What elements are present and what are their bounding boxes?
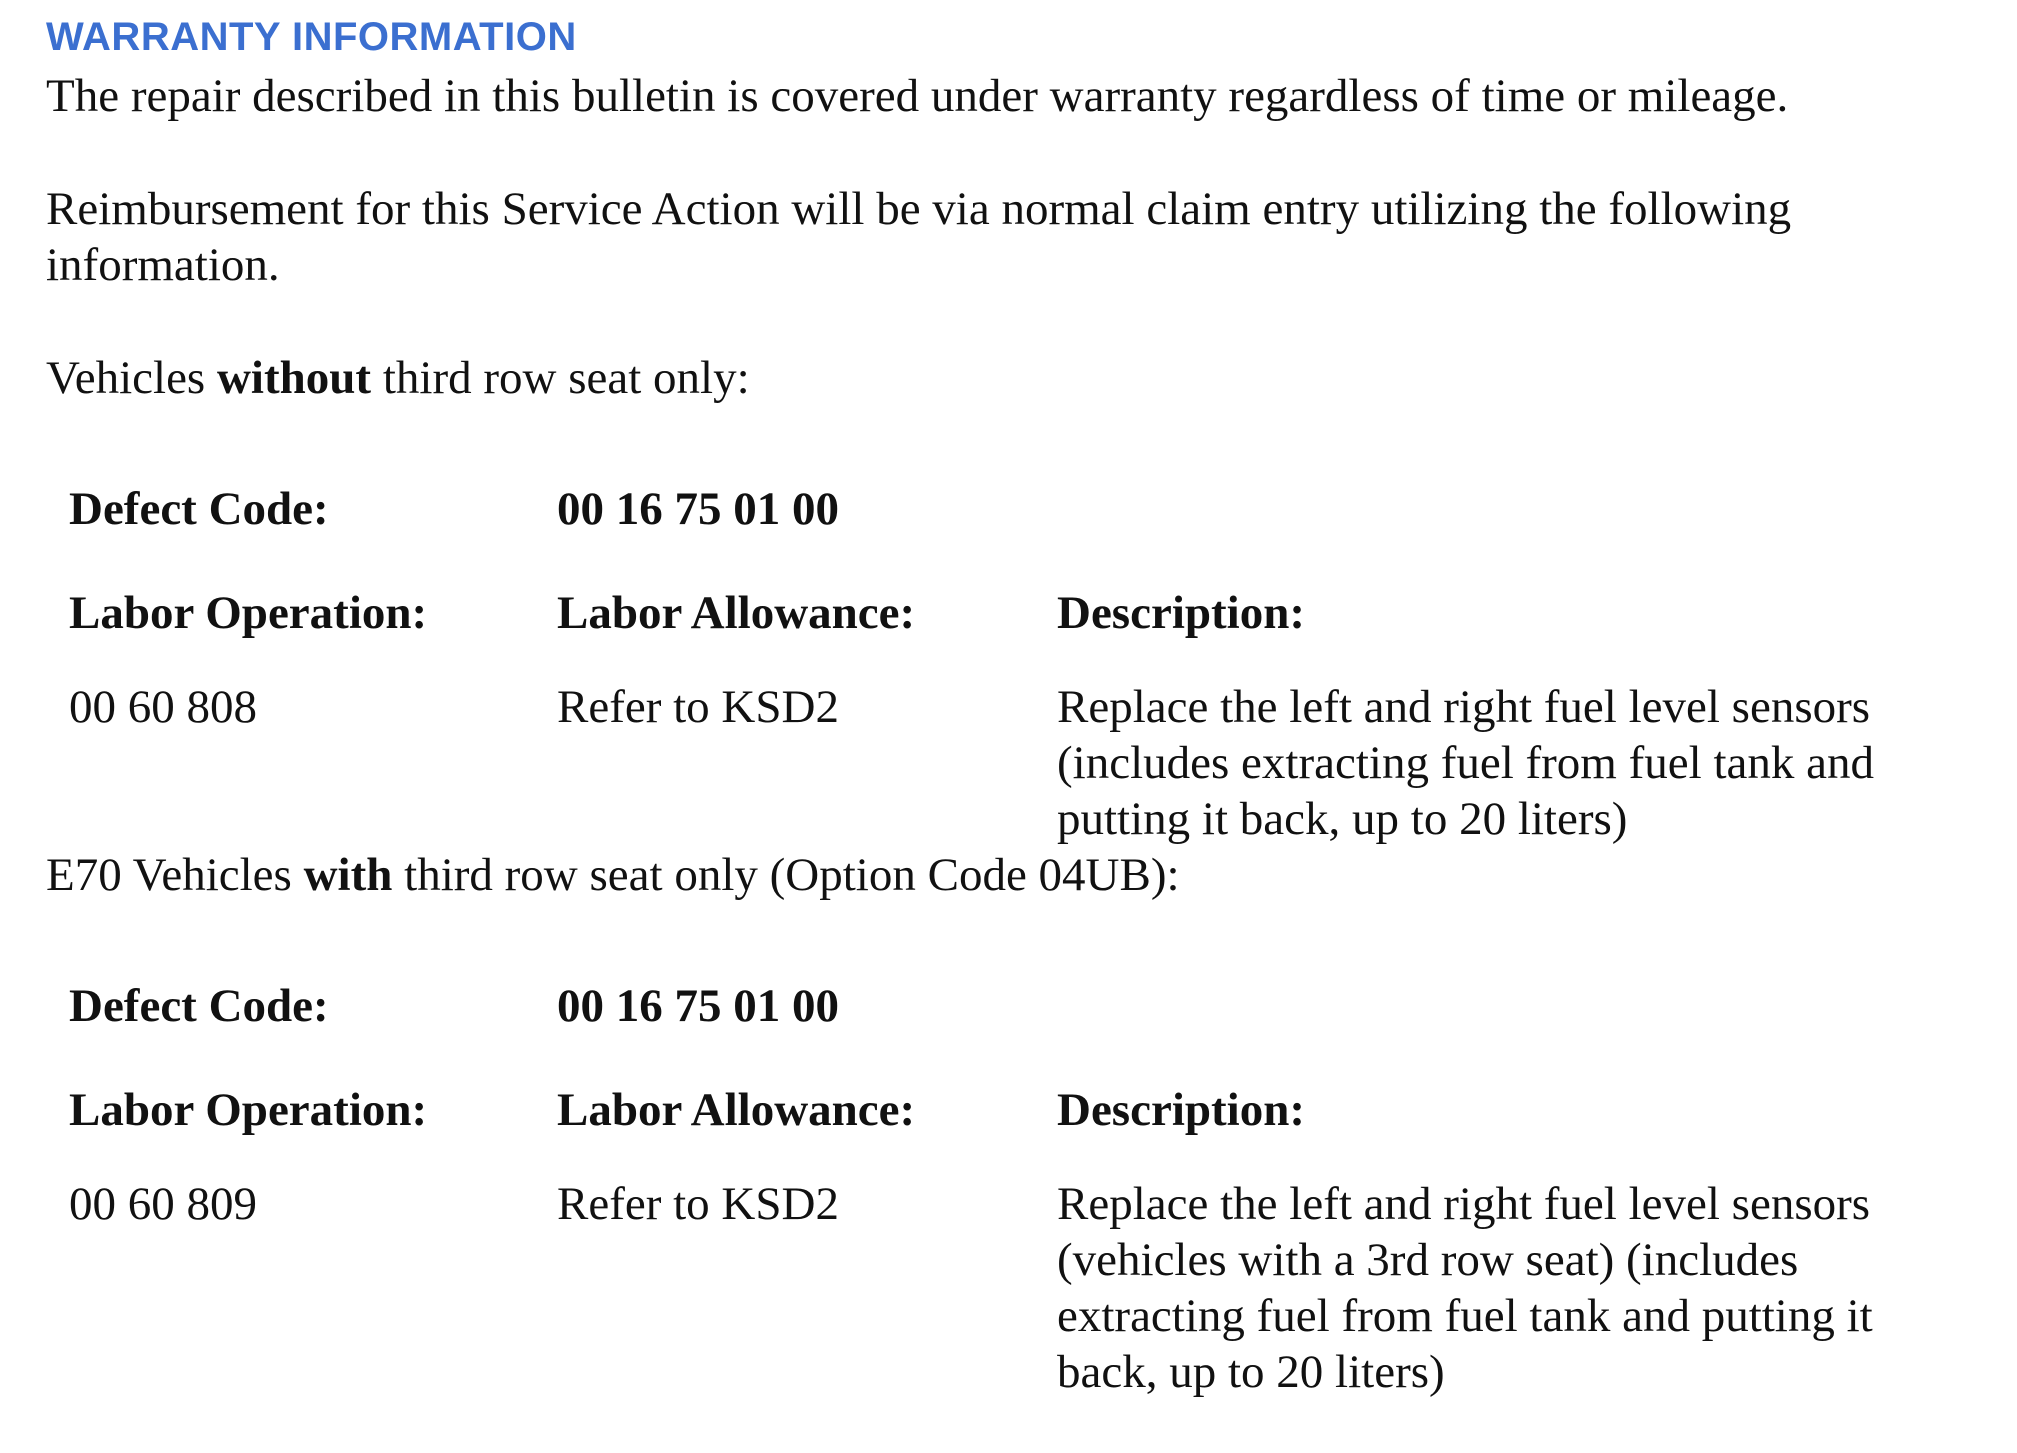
labor-allowance-header: Labor Allowance:: [557, 587, 916, 639]
table-row: [69, 1176, 1986, 1400]
description-header: Description:: [1057, 587, 1306, 639]
description-value: Replace the left and right fuel level sensors (vehicles with a 3rd row seat) (includes extracting fuel from fuel tank and putting it back, up to 20 liters): [1057, 1178, 1873, 1398]
claim-table-with-third-row: [69, 978, 1986, 1400]
defect-code-row: [69, 978, 1986, 1034]
claim-table-without-third-row: [69, 481, 1986, 847]
without-third-row-intro: [46, 350, 1986, 406]
intro-prefix: E70 Vehicles: [46, 849, 304, 901]
labor-allowance-header: Labor Allowance:: [557, 1084, 916, 1136]
defect-code-label: Defect Code:: [69, 980, 329, 1032]
description-header: Description:: [1057, 1084, 1306, 1136]
warranty-document: [46, 14, 1986, 1400]
description-value: Replace the left and right fuel level sensors (includes extracting fuel from fuel tank and putting it back, up to 20 liters): [1057, 681, 1874, 845]
labor-allowance-value: Refer to KSD2: [557, 681, 839, 733]
intro-emphasis: with: [303, 849, 393, 901]
coverage-paragraph: The repair described in this bulletin is covered under warranty regardless of time or mileage.: [46, 70, 1789, 122]
defect-code-value: 00 16 75 01 00: [557, 483, 839, 535]
labor-operation-value: 00 60 808: [69, 681, 257, 733]
defect-code-value: 00 16 75 01 00: [557, 980, 839, 1032]
defect-code-row: [69, 481, 1986, 537]
table-row: [69, 679, 1986, 847]
intro-suffix: third row seat only (Option Code 04UB):: [392, 849, 1180, 901]
with-third-row-intro: [46, 847, 1986, 903]
labor-allowance-value: Refer to KSD2: [557, 1178, 839, 1230]
reimbursement-paragraph: Reimbursement for this Service Action will be via normal claim entry utilizing the following information.: [46, 183, 1792, 291]
labor-operation-header: Labor Operation:: [69, 587, 428, 639]
intro-emphasis: without: [216, 352, 372, 404]
labor-operation-value: 00 60 809: [69, 1178, 257, 1230]
intro-suffix: third row seat only:: [371, 352, 750, 404]
column-header-row: [69, 1082, 1986, 1138]
defect-code-label: Defect Code:: [69, 483, 329, 535]
intro-prefix: Vehicles: [46, 352, 217, 404]
labor-operation-header: Labor Operation:: [69, 1084, 428, 1136]
section-heading: WARRANTY INFORMATION: [46, 15, 577, 59]
column-header-row: [69, 585, 1986, 641]
